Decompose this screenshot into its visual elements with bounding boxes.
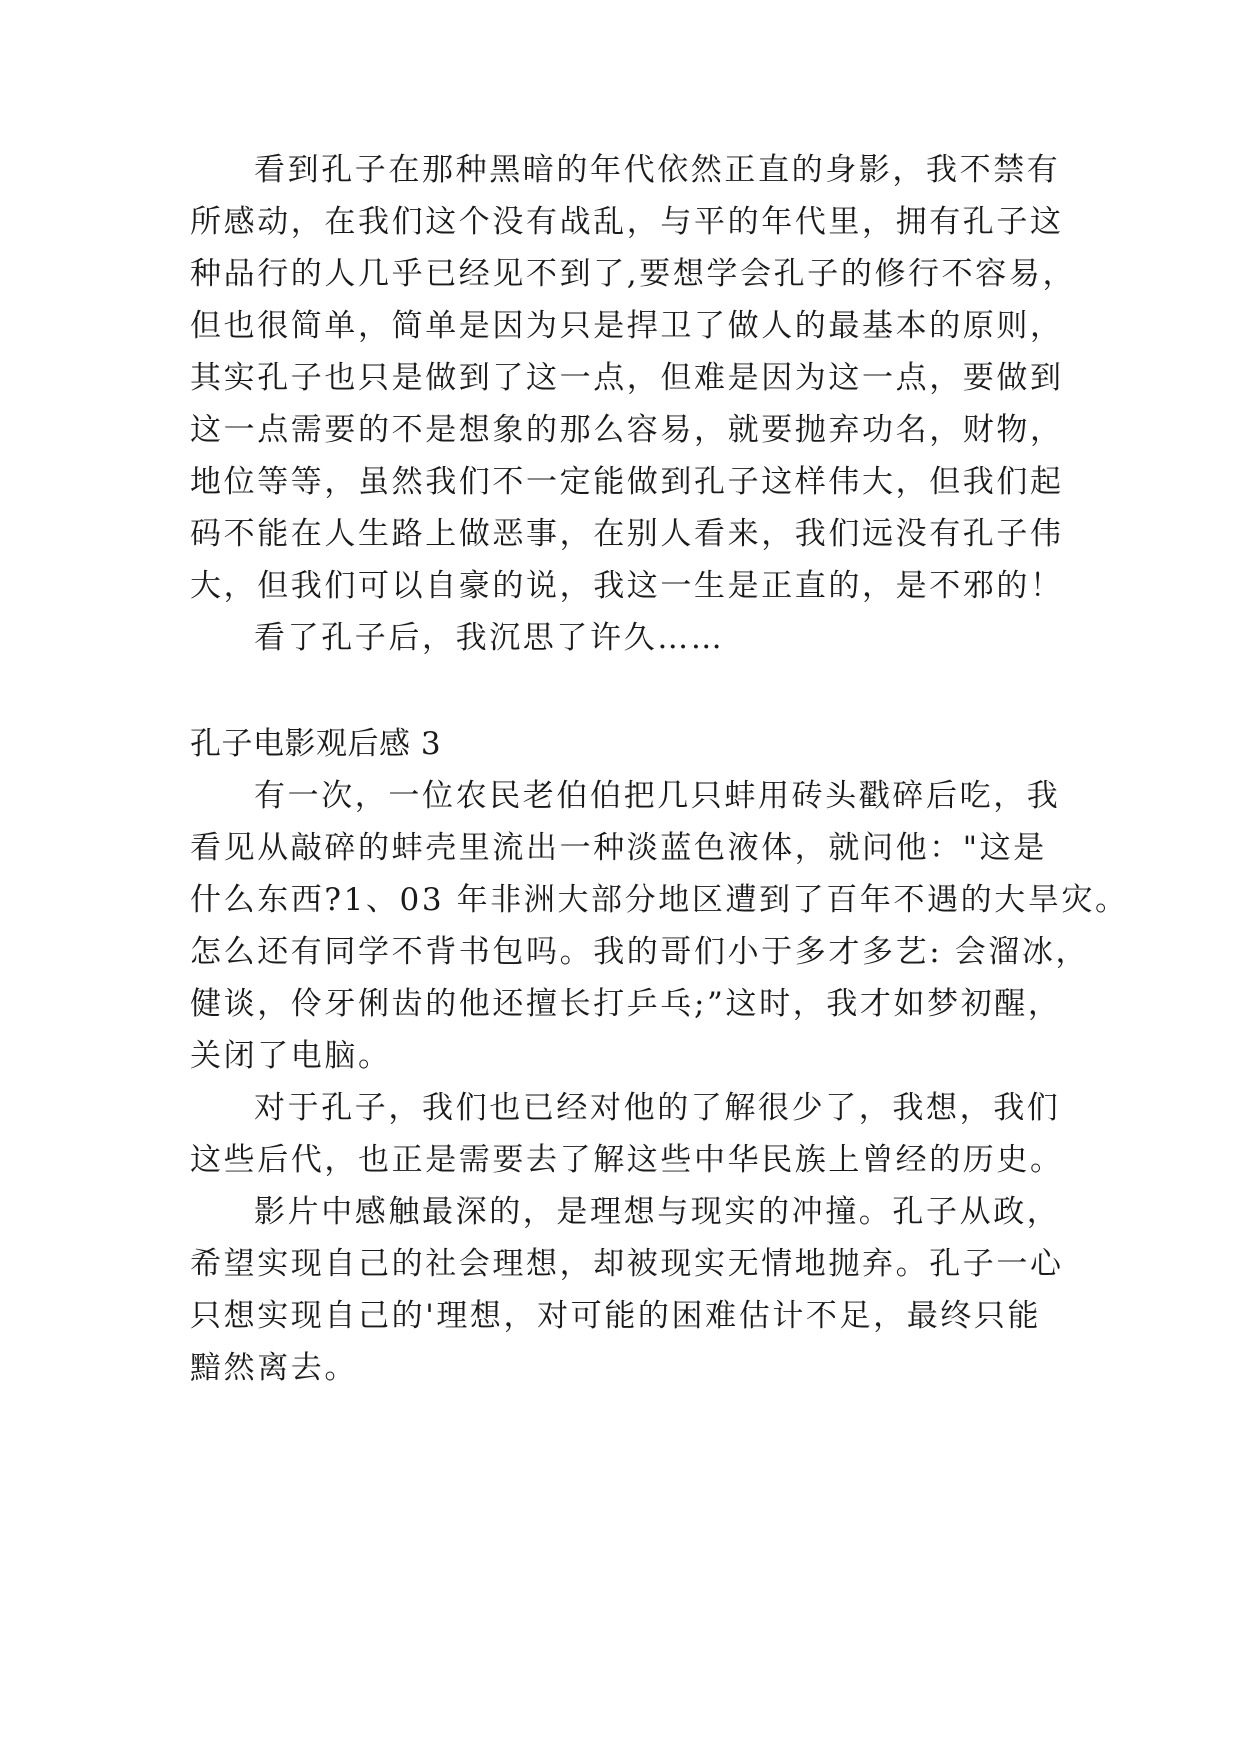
paragraph-line: 种品行的人几乎已经见不到了,要想学会孔子的修行不容易， [190,256,1077,292]
paragraph-line: 对于孔子，我们也已经对他的了解很少了，我想，我们 [254,1090,1061,1126]
paragraph-line: 关闭了电脑。 [190,1038,392,1074]
paragraph-line: 希望实现自己的社会理想，却被现实无情地抛弃。孔子一心 [190,1246,1064,1282]
paragraph-line: 看到孔子在那种黑暗的年代依然正直的身影，我不禁有 [254,152,1061,188]
paragraph-line: 所感动，在我们这个没有战乱，与平的年代里，拥有孔子这 [190,204,1064,240]
section-heading: 孔子电影观后感 3 [190,726,442,762]
paragraph-line: 其实孔子也只是做到了这一点，但难是因为这一点，要做到 [190,360,1064,396]
paragraph-line: 只想实现自己的'理想，对可能的困难估计不足，最终只能 [190,1298,1042,1334]
paragraph-line: 但也很简单，简单是因为只是捍卫了做人的最基本的原则， [190,308,1064,344]
paragraph-line: 黯然离去。 [190,1350,358,1386]
paragraph-line: 看了孔子后，我沉思了许久…… [254,620,725,656]
paragraph-line: 有一次，一位农民老伯伯把几只蚌用砖头戳碎后吃，我 [254,778,1061,814]
paragraph-line: 码不能在人生路上做恶事，在别人看来，我们远没有孔子伟 [190,516,1064,552]
paragraph-line: 怎么还有同学不背书包吗。我的哥们小于多才多艺: 会溜冰， [190,934,1090,970]
paragraph-line: 这一点需要的不是想象的那么容易，就要抛弃功名，财物， [190,412,1064,448]
paragraph-line: 这些后代，也正是需要去了解这些中华民族上曾经的历史。 [190,1142,1064,1178]
paragraph-line: 看见从敲碎的蚌壳里流出一种淡蓝色液体，就问他："这是 [190,830,1047,866]
paragraph-line: 什么东西?1、03 年非洲大部分地区遭到了百年不遇的大旱灾。 [190,882,1129,918]
paragraph-line: 大，但我们可以自豪的说，我这一生是正直的，是不邪的！ [190,568,1064,604]
paragraph-line: 影片中感触最深的，是理想与现实的冲撞。孔子从政， [254,1194,1061,1230]
paragraph-line: 健谈，伶牙俐齿的他还擅长打乒乓;”这时，我才如梦初醒， [190,986,1062,1022]
paragraph-line: 地位等等，虽然我们不一定能做到孔子这样伟大，但我们起 [190,464,1064,500]
